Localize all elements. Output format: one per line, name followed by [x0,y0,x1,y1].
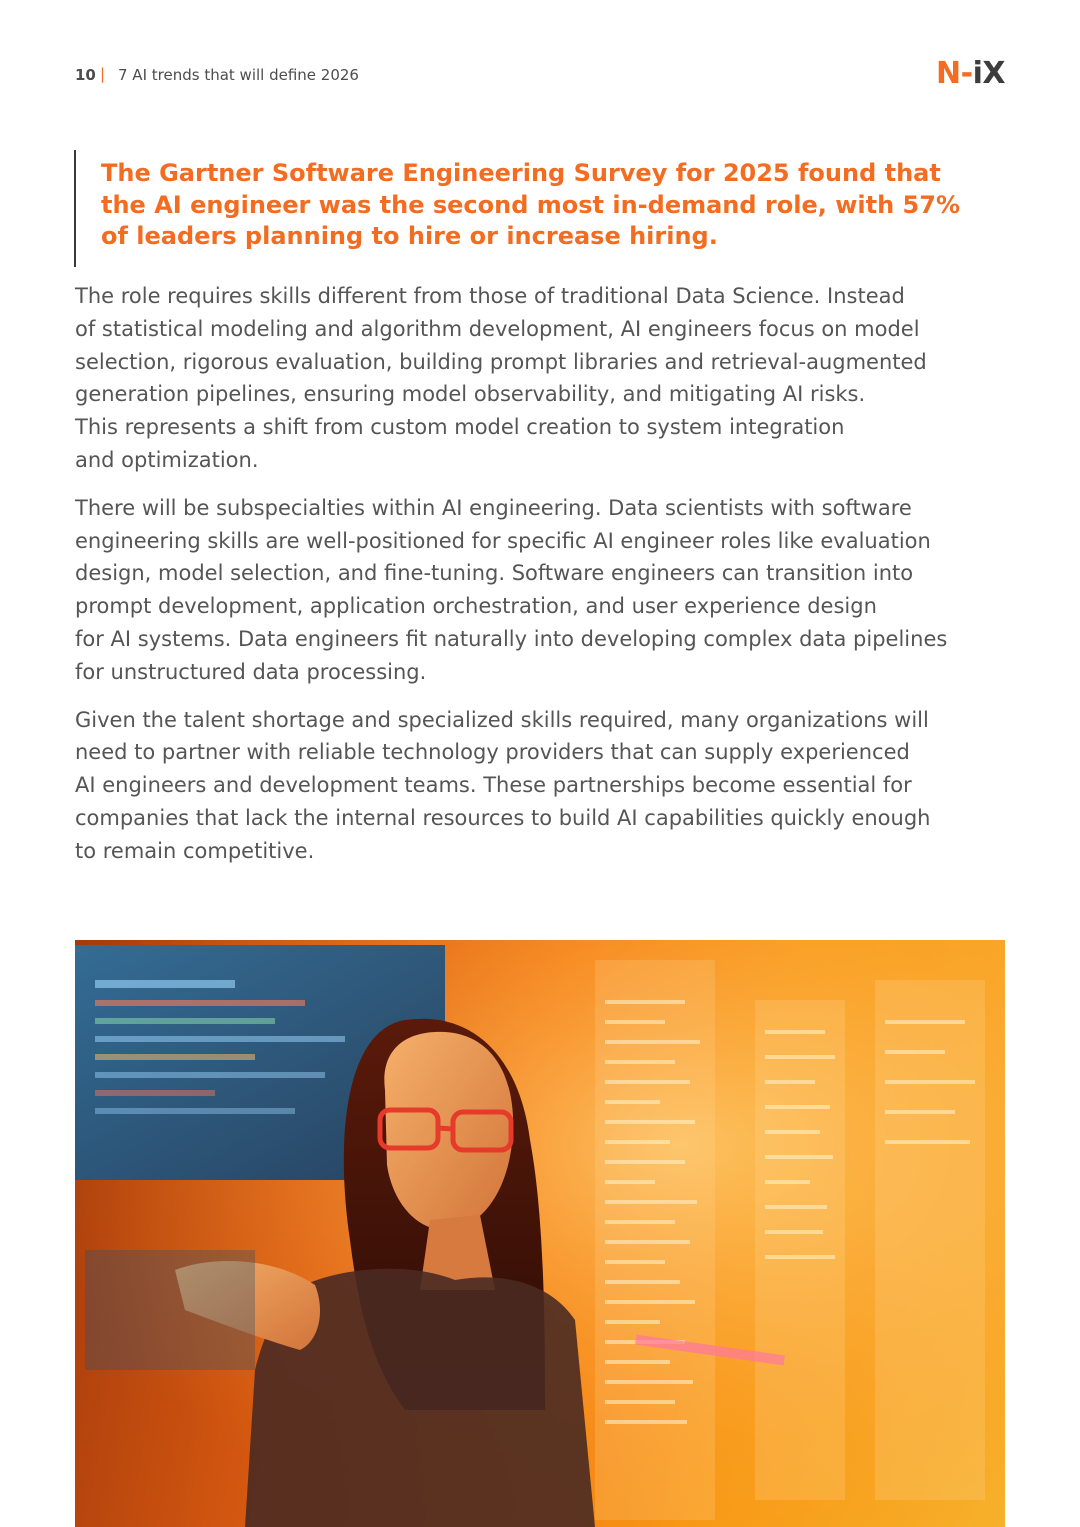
paragraph-line: The role requires skills different from those of traditional Data Science. Instead [75,284,905,308]
paragraph-line: of statistical modeling and algorithm development, AI engineers focus on model [75,316,920,341]
pull-quote [74,150,976,267]
paragraph-line: generation pipelines, ensuring model observability, and mitigating AI risks. [75,382,866,407]
paragraph-line: and optimization. [75,447,259,472]
paragraph-partnerships [75,704,1005,868]
paragraph-line: prompt development, application orchestration, and user experience design [75,594,877,619]
paragraph-line: engineering skills are well-positioned for specific AI engineer roles like evaluation [75,528,931,553]
paragraph-line: selection, rigorous evaluation, building prompt libraries and retrieval-augmented [75,349,927,374]
paragraph-line: companies that lack the internal resources to build AI capabilities quickly enough [75,805,931,830]
paragraph-line: Given the talent shortage and specialized skills required, many organizations will [75,707,929,732]
logo-dash: - [960,56,973,91]
code-panels [595,960,985,1520]
hero-image [75,940,1005,1527]
pull-quote-line: engineer was the second most in-demand role, with 57% of leaders [101,190,960,250]
paragraph-line: need to partner with reliable technology providers that can supply experienced [75,740,910,765]
page-number: 10 [75,66,96,84]
body-text [75,280,1005,883]
paragraph-subspecialties [75,492,1005,689]
pull-quote-line: The Gartner Software Engineering Survey for 2025 found that the AI [101,159,941,219]
paragraph-line: for unstructured data processing. [75,659,427,684]
pull-quote-text [101,158,981,253]
logo-ix: iX [972,56,1005,91]
pull-quote-line: planning to hire or increase hiring. [244,222,718,250]
paragraph-line: for AI systems. Data engineers fit naturally into developing complex data pipelines [75,626,948,651]
paragraph-line: design, model selection, and fine-tuning. Software engineers can transition into [75,561,914,586]
hero-illustration [75,940,1005,1527]
document-title: 7 AI trends that will define 2026 [118,66,359,84]
logo-n: N [936,56,961,91]
paragraph-role-skills [75,280,1005,477]
paragraph-line: There will be subspecialties within AI engineering. Data scientists with software [75,495,912,520]
page-header [75,56,1005,92]
paragraph-line: AI engineers and development teams. These partnerships become essential for [75,773,912,798]
paragraph-line: This represents a shift from custom model creation to system integration [75,415,845,440]
paragraph-line: to remain competitive. [75,838,315,863]
header-separator: | [100,65,106,83]
n-ix-logo [936,56,1005,91]
